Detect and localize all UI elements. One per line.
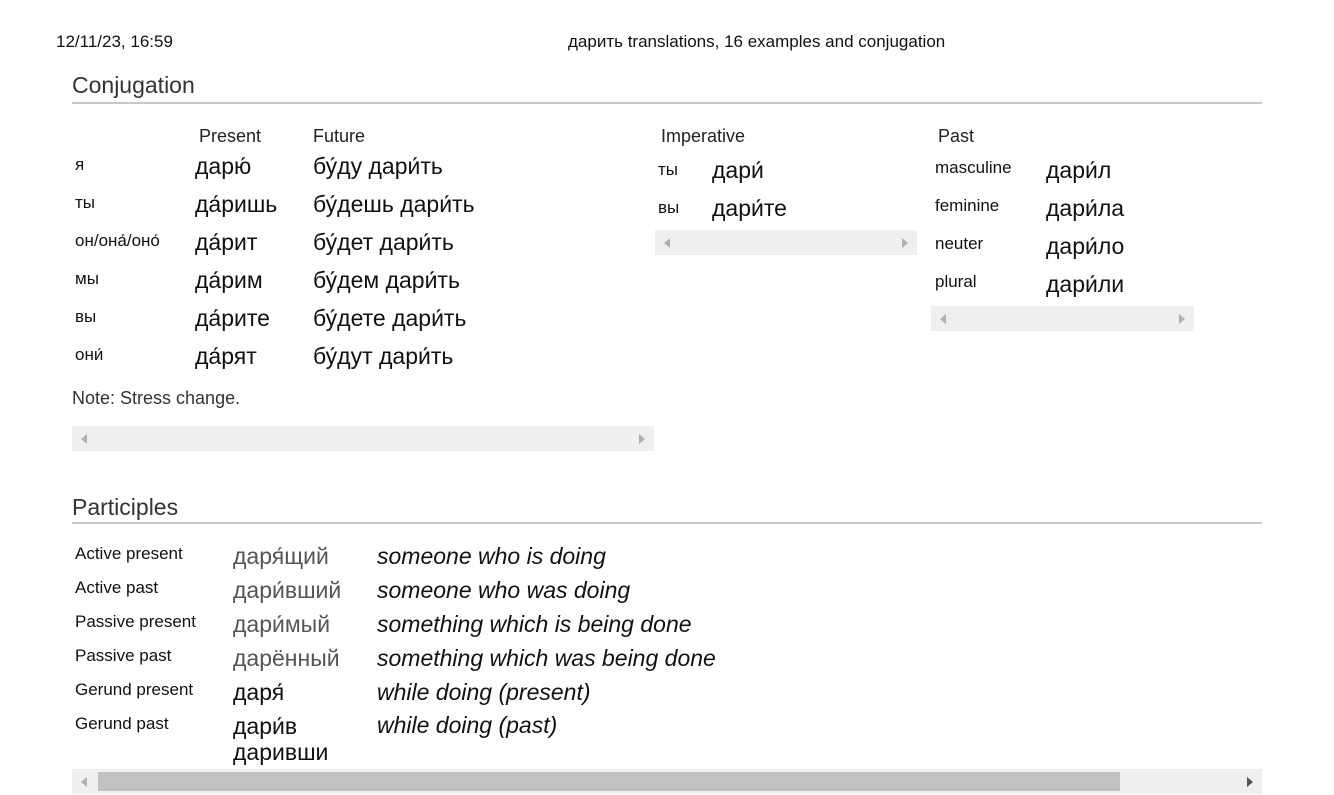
scroll-right-icon[interactable] bbox=[639, 434, 645, 444]
future-form-cell: бу́дем дари́ть bbox=[313, 267, 460, 293]
gender-cell: plural bbox=[935, 272, 977, 291]
scroll-right-icon[interactable] bbox=[1179, 314, 1185, 324]
participle-form-cell: дари́вший bbox=[233, 577, 342, 603]
present-form-cell: да́рят bbox=[195, 343, 257, 369]
future-form-cell: бу́ду дари́ть bbox=[313, 153, 443, 179]
present-column-header: Present bbox=[199, 126, 262, 146]
present-form-cell: да́рит bbox=[195, 229, 258, 255]
participle-label-cell: Gerund past bbox=[75, 714, 169, 733]
past-column-header: Past bbox=[938, 126, 975, 146]
present-form-cell: да́ришь bbox=[195, 191, 278, 217]
participles-heading: Participles bbox=[72, 494, 179, 520]
participle-description-cell: something which was being done bbox=[377, 645, 716, 671]
print-datetime: 12/11/23, 16:59 bbox=[56, 32, 173, 51]
conjugation-scrollbar[interactable] bbox=[72, 426, 654, 451]
participle-description-cell: something which is being done bbox=[377, 611, 692, 637]
pronoun-cell: ты bbox=[75, 193, 96, 212]
participle-label-cell: Active present bbox=[75, 544, 183, 563]
imperative-form-cell: дари́те bbox=[712, 195, 787, 221]
past-form-cell: дари́л bbox=[1046, 157, 1112, 183]
scroll-left-icon[interactable] bbox=[81, 777, 87, 787]
future-form-cell: бу́дут дари́ть bbox=[313, 343, 454, 369]
participles-divider bbox=[72, 522, 1262, 524]
participle-form-cell: даря́ bbox=[233, 679, 285, 705]
participle-label-cell: Active past bbox=[75, 578, 159, 597]
scroll-left-icon[interactable] bbox=[81, 434, 87, 444]
scroll-left-icon[interactable] bbox=[940, 314, 946, 324]
present-form-cell: да́рим bbox=[195, 267, 263, 293]
imperative-form-cell: дари́ bbox=[712, 157, 764, 183]
pronoun-cell: он/она́/оно́ bbox=[75, 231, 160, 250]
pronoun-cell: вы bbox=[658, 198, 680, 217]
pronoun-cell: вы bbox=[75, 307, 97, 326]
participle-description-cell: while doing (present) bbox=[377, 679, 591, 705]
pronoun-cell: мы bbox=[75, 269, 99, 288]
participle-alt-form-cell: даривши bbox=[233, 739, 329, 765]
future-form-cell: бу́дете дари́ть bbox=[313, 305, 467, 331]
participle-label-cell: Passive present bbox=[75, 612, 196, 631]
pronoun-cell: ты bbox=[658, 160, 679, 179]
gender-cell: neuter bbox=[935, 234, 984, 253]
participle-label-cell: Passive past bbox=[75, 646, 172, 665]
scrollbar-thumb[interactable] bbox=[98, 772, 1120, 791]
gender-cell: masculine bbox=[935, 158, 1012, 177]
participle-form-cell: дарённый bbox=[233, 645, 340, 671]
conjugation-divider bbox=[72, 102, 1262, 104]
participles-scrollbar[interactable] bbox=[72, 769, 1262, 794]
future-form-cell: бу́дешь дари́ть bbox=[313, 191, 475, 217]
imperative-column-header: Imperative bbox=[661, 126, 746, 146]
gender-cell: feminine bbox=[935, 196, 1000, 215]
present-form-cell: дарю́ bbox=[195, 153, 252, 179]
page-title: дарить translations, 16 examples and conjugation bbox=[568, 32, 946, 51]
participle-form-cell: дари́в bbox=[233, 713, 298, 739]
participle-label-cell: Gerund present bbox=[75, 680, 194, 699]
participle-description-cell: someone who was doing bbox=[377, 577, 631, 603]
pronoun-cell: они́ bbox=[75, 345, 104, 364]
participle-description-cell: while doing (past) bbox=[377, 712, 558, 738]
participle-description-cell: someone who is doing bbox=[377, 543, 606, 569]
past-scrollbar[interactable] bbox=[931, 306, 1194, 331]
imperative-scrollbar[interactable] bbox=[655, 230, 917, 255]
participle-form-cell: даря́щий bbox=[233, 543, 329, 569]
future-form-cell: бу́дет дари́ть bbox=[313, 229, 454, 255]
present-form-cell: да́рите bbox=[195, 305, 270, 331]
past-form-cell: дари́ло bbox=[1046, 233, 1125, 259]
scroll-right-icon[interactable] bbox=[1247, 777, 1253, 787]
participle-form-cell: дари́мый bbox=[233, 611, 331, 637]
future-column-header: Future bbox=[313, 126, 366, 146]
pronoun-cell: я bbox=[75, 155, 85, 174]
scroll-right-icon[interactable] bbox=[902, 238, 908, 248]
past-form-cell: дари́ли bbox=[1046, 271, 1125, 297]
scroll-left-icon[interactable] bbox=[664, 238, 670, 248]
conjugation-heading: Conjugation bbox=[72, 72, 195, 98]
past-form-cell: дари́ла bbox=[1046, 195, 1125, 221]
stress-note: Note: Stress change. bbox=[72, 388, 241, 408]
